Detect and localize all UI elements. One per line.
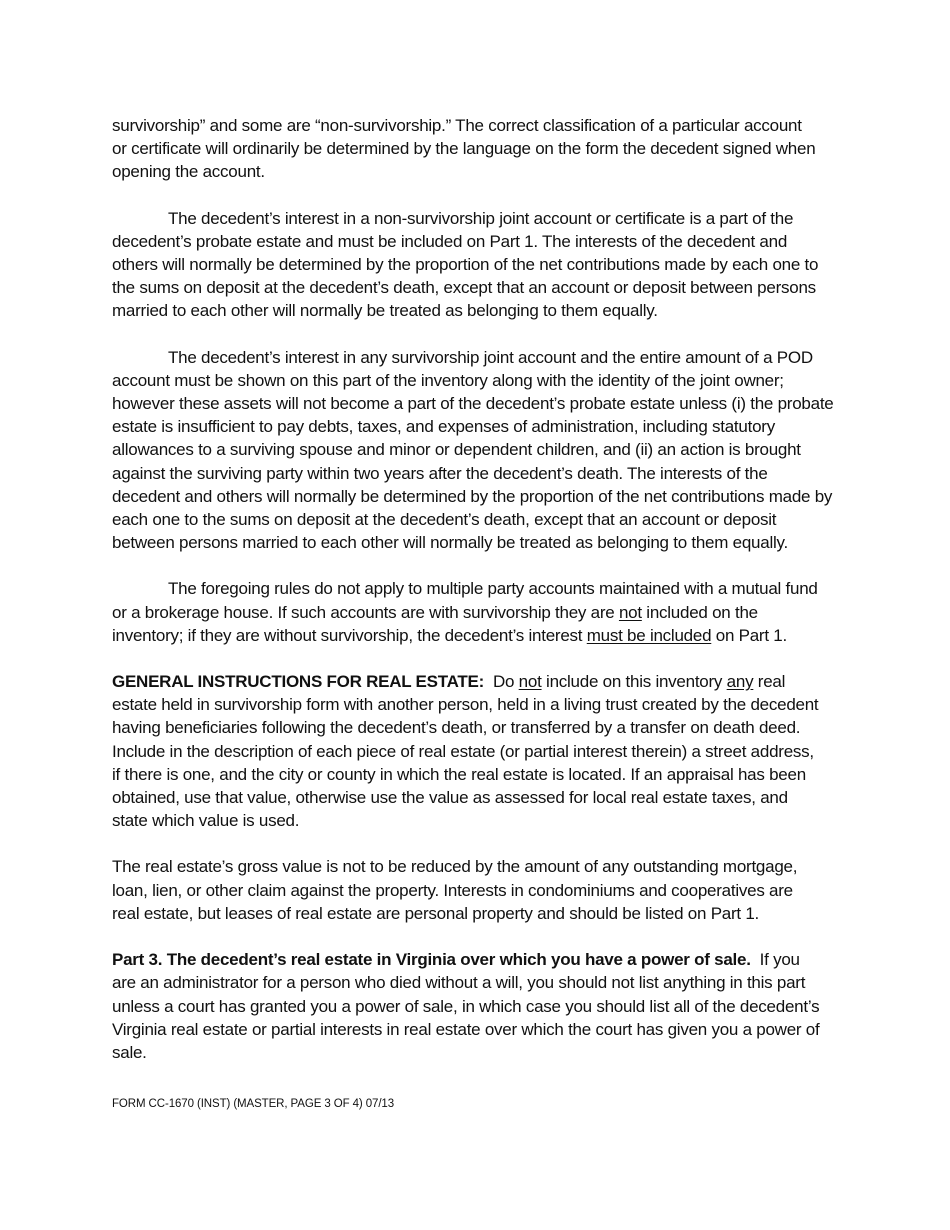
section-heading: GENERAL INSTRUCTIONS FOR REAL ESTATE: bbox=[112, 672, 485, 692]
text-line: decedent’s probate estate and must be included on Part 1. The interests of the decedent and bbox=[112, 231, 788, 251]
text-run: real bbox=[753, 672, 786, 692]
text-run: included on the bbox=[641, 602, 758, 622]
paragraph-mutual-fund-brokerage bbox=[112, 577, 912, 647]
text-run: inventory; if they are without survivorship, the decedent’s interest bbox=[112, 625, 587, 645]
text-line: having beneficiaries following the decedent’s death, or transferred by a transfer on death deed. bbox=[112, 718, 801, 738]
underlined-text: any bbox=[726, 672, 754, 692]
text-line bbox=[112, 948, 912, 971]
document-page bbox=[112, 114, 912, 1087]
text-line: survivorship” and some are “non-survivorship.” The correct classification of a particular account bbox=[112, 116, 802, 135]
text-line: real estate, but leases of real estate are personal property and should be listed on Part 1. bbox=[112, 903, 760, 923]
paragraph-non-survivorship-interest bbox=[112, 207, 912, 323]
underlined-text: not bbox=[518, 672, 542, 692]
paragraph-real-estate-gross-value bbox=[112, 855, 912, 925]
text-line: account must be shown on this part of the inventory along with the identity of the joint owner; bbox=[112, 370, 784, 390]
text-line: obtained, use that value, otherwise use the value as assessed for local real estate taxes, and bbox=[112, 788, 788, 808]
text-line bbox=[112, 670, 912, 693]
text-line: between persons married to each other will normally be treated as belonging to them equally. bbox=[112, 533, 788, 553]
text-run: Do bbox=[484, 672, 519, 692]
text-line: unless a court has granted you a power of sale, in which case you should list all of the decedent’s bbox=[112, 996, 820, 1016]
text-line: state which value is used. bbox=[112, 811, 300, 831]
text-line: are an administrator for a person who died without a will, you should not list anything in this part bbox=[112, 973, 806, 993]
text-line: allowances to a surviving spouse and minor or dependent children, and (ii) an action is brought bbox=[112, 440, 801, 460]
text-line: against the surviving party within two years after the decedent’s death. The interests of the bbox=[112, 463, 768, 483]
text-line: sale. bbox=[112, 1042, 147, 1062]
text-line: if there is one, and the city or county in which the real estate is located. If an appraisal has been bbox=[112, 764, 806, 784]
text-line: Include in the description of each piece of real estate (or partial interest therein) a street address, bbox=[112, 741, 814, 761]
text-line: The real estate’s gross value is not to be reduced by the amount of any outstanding mortgage, bbox=[112, 857, 798, 877]
underlined-text: not bbox=[618, 602, 642, 622]
paragraph-part-3 bbox=[112, 948, 912, 1064]
form-footer: FORM CC-1670 (INST) (MASTER, PAGE 3 OF 4) 07/13 bbox=[112, 1098, 395, 1110]
text-line: estate is insufficient to pay debts, taxes, and expenses of administration, including statutory bbox=[112, 417, 775, 437]
text-line: decedent and others will normally be determined by the proportion of the net contributions made by bbox=[112, 486, 833, 506]
text-run: or a brokerage house. If such accounts are with survivorship they are bbox=[112, 602, 619, 622]
text-line: Virginia real estate or partial interests in real estate over which the court has given you a power of bbox=[112, 1019, 820, 1039]
text-run: If you bbox=[750, 950, 800, 970]
text-run: on Part 1. bbox=[711, 625, 787, 645]
text-line bbox=[112, 601, 912, 624]
paragraph-real-estate-general-instructions bbox=[112, 670, 912, 832]
text-line: The decedent’s interest in a non-survivorship joint account or certificate is a part of the bbox=[168, 208, 794, 228]
text-run: include on this inventory bbox=[541, 672, 727, 692]
underlined-text: must be included bbox=[586, 625, 712, 645]
section-heading: Part 3. The decedent’s real estate in Virginia over which you have a power of sale. bbox=[112, 950, 751, 970]
text-line: opening the account. bbox=[112, 162, 265, 182]
text-line: The foregoing rules do not apply to multiple party accounts maintained with a mutual fund bbox=[168, 579, 818, 599]
paragraph-survivorship-classification bbox=[112, 114, 912, 184]
text-line: others will normally be determined by the proportion of the net contributions made by each one to bbox=[112, 255, 819, 275]
text-line: loan, lien, or other claim against the property. Interests in condominiums and cooperatives are bbox=[112, 880, 793, 900]
text-line: each one to the sums on deposit at the decedent’s death, except that an account or deposit bbox=[112, 510, 777, 530]
text-line: The decedent’s interest in any survivorship joint account and the entire amount of a POD bbox=[168, 347, 813, 367]
text-line: or certificate will ordinarily be determined by the language on the form the decedent signed when bbox=[112, 139, 816, 159]
text-line: married to each other will normally be treated as belonging to them equally. bbox=[112, 301, 658, 321]
paragraph-survivorship-pod-interest bbox=[112, 346, 912, 555]
text-line: estate held in survivorship form with another person, held in a living trust created by the decedent bbox=[112, 695, 819, 715]
text-line: the sums on deposit at the decedent’s death, except that an account or deposit between persons bbox=[112, 278, 816, 298]
text-line bbox=[112, 624, 912, 647]
text-line: however these assets will not become a part of the decedent’s probate estate unless (i) the probate bbox=[112, 394, 834, 414]
